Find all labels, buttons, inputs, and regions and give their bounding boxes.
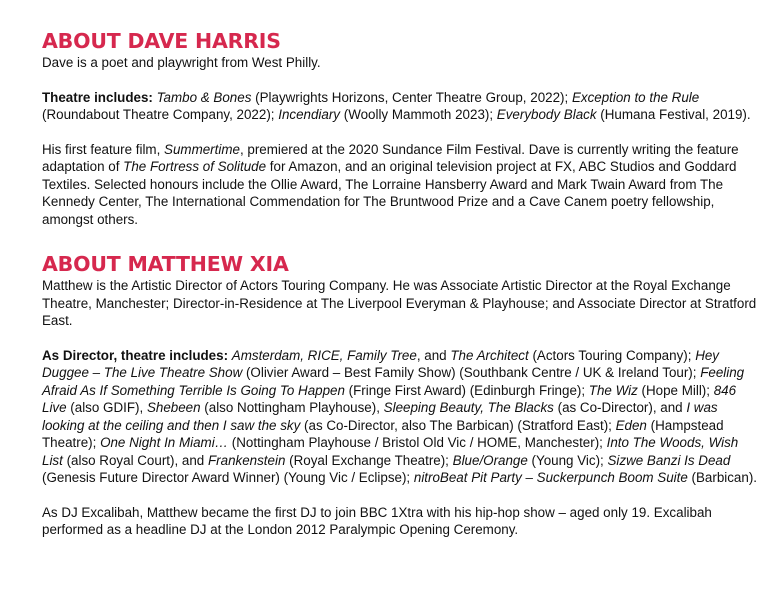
italic-title: Incendiary (278, 107, 341, 122)
text-run: (Nottingham Playhouse / Bristol Old Vic / HOME, Manchester); (228, 435, 607, 450)
text-run: , and (416, 347, 451, 363)
text-run: (Royal Exchange Theatre); (285, 452, 453, 468)
italic-title: Amsterdam, RICE, Family Tree (231, 347, 417, 363)
matthew-director-credits (42, 347, 762, 487)
text-run: His first feature film, (42, 141, 165, 157)
italic-title: nitroBeat Pit Party – Suckerpunch Boom Suite (413, 470, 688, 485)
matthew-director-label: As Director, theatre includes: (42, 347, 229, 363)
dave-harris-heading: ABOUT DAVE HARRIS (42, 29, 281, 53)
italic-title: Feeling Afraid As If Something Terrible Is Going To Happen (42, 365, 745, 398)
italic-title: Blue/Orange (452, 452, 528, 468)
italic-title: One Night In Miami… (100, 435, 229, 450)
text-run: (also Royal Court), and (62, 452, 208, 468)
dave-intro: Dave is a poet and playwright from West Philly. (42, 55, 321, 70)
matthew-intro: Matthew is the Artistic Director of Actors Touring Company. He was Associate Artistic Director at the Royal Exchange Theatre, Manchester; Director-in-Residence at The Liverpool Everyman & Playhouse; and Associate Director at Stratford East. (42, 278, 757, 328)
italic-title: The Wiz (588, 382, 638, 398)
text-run: (as Co-Director), and (553, 400, 687, 415)
matthew-dj-paragraph: As DJ Excalibah, Matthew became the first DJ to join BBC 1Xtra with his hip-hop show – aged only 19. Excalibah performed as a headline DJ at the London 2012 Paralympic Opening Ceremony. (42, 504, 712, 537)
text-run: (as Co-Director, also The Barbican) (Stratford East); (300, 417, 616, 433)
dave-theatre-credits (42, 89, 762, 124)
italic-title: Sizwe Banzi Is Dead (607, 452, 731, 468)
text-run: (Hope Mill); (637, 382, 714, 398)
italic-title: The Fortress of Solitude (123, 159, 267, 174)
italic-title: Shebeen (146, 400, 201, 415)
italic-title: Tambo & Bones (156, 89, 252, 105)
text-run: (also GDIF), (66, 400, 147, 415)
text-run: (Genesis Future Director Award Winner) (Young Vic / Eclipse); (42, 470, 414, 485)
italic-title: I was looking at the ceiling and then I saw the sky (42, 400, 718, 433)
text-run: (Roundabout Theatre Company, 2022); (42, 107, 279, 122)
text-run: , premiered at the 2020 Sundance Film Festival. Dave is currently writing the feature adaptation of (42, 141, 739, 174)
text-run: (Fringe First Award) (Edinburgh Fringe); (344, 382, 589, 398)
italic-title: Frankenstein (207, 452, 286, 468)
text-run: (Playwrights Horizons, Center Theatre Group, 2022); (251, 89, 572, 105)
italic-title: The Architect (450, 347, 529, 363)
italic-title: Eden (615, 417, 647, 433)
text-run: (Olivier Award – Best Family Show) (Southbank Centre / UK & Ireland Tour); (242, 365, 701, 380)
text-run: (Barbican). (687, 470, 758, 485)
italic-title: Into The Woods, Wish List (42, 435, 739, 468)
text-run: (also Nottingham Playhouse), (200, 400, 384, 415)
bio-document (42, 28, 762, 539)
dave-theatre-label: Theatre includes: (42, 89, 153, 105)
italic-title: Sleeping Beauty, The Blacks (383, 400, 554, 415)
italic-title: Everybody Black (496, 107, 597, 122)
dave-film-paragraph (42, 141, 762, 229)
matthew-xia-heading: ABOUT MATTHEW XIA (42, 252, 289, 276)
text-run: (Actors Touring Company); (528, 347, 696, 363)
italic-title: Hey Duggee – The Live Theatre Show (42, 347, 720, 380)
text-run: (Woolly Mammoth 2023); (340, 107, 497, 122)
text-run: (Young Vic); (527, 452, 608, 468)
italic-title: Exception to the Rule (571, 89, 700, 105)
italic-title: Summertime (164, 141, 240, 157)
italic-title: 846 Live (42, 382, 737, 415)
text-run: (Hampstead Theatre); (42, 417, 724, 450)
matthew-director-list (42, 348, 757, 486)
text-run: (Humana Festival, 2019). (596, 107, 751, 122)
text-run: for Amazon, and an original television project at FX, ABC Studios and Goddard Textiles. Selected honours include the Ollie Award, The Lorraine Hansberry Award and Mark Twain Award from The Kennedy Center, The International Commendation for The Bruntwood Prize and a Cave Canem poetry fellowship, amongst others. (42, 159, 737, 227)
